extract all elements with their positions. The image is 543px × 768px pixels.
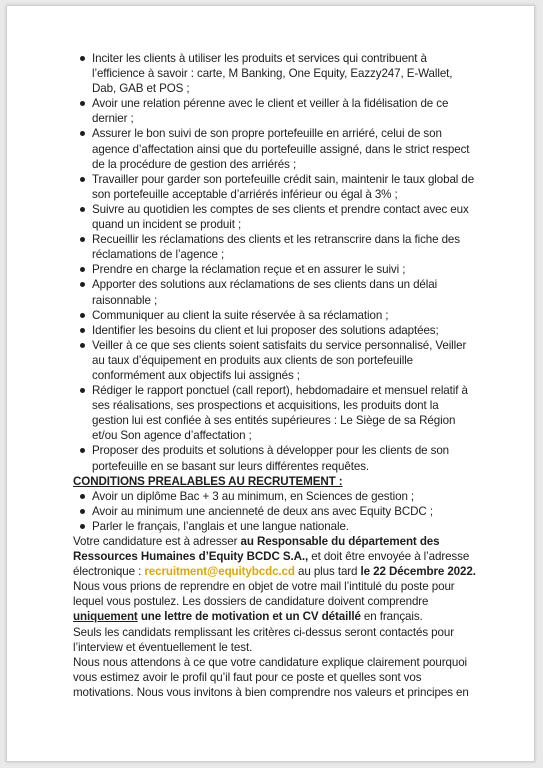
list-item: Identifier les besoins du client et lui proposer des solutions adaptées; [73,323,478,338]
subject-paragraph: Nous vous prions de reprendre en objet de votre mail l’intitulé du poste pour lequel vous postulez. Les dossiers de candidature doivent comprendre uniquement une lettre de motivation et un CV détaillé en français. [73,580,455,624]
list-item: Travailler pour garder son portefeuille crédit sain, maintenir le taux global de son portefeuille acceptable d’arriérés inférieur ou égal à 3% ; [73,172,478,202]
list-item: Parler le français, l’anglais et une langue nationale. [73,519,478,534]
deadline: le 22 Décembre 2022. [360,565,476,579]
list-item: Recueillir les réclamations des clients et les retranscrire dans la fiche des réclamations de l’agence ; [73,232,478,262]
contact-paragraph: Seuls les candidats remplissant les critères ci-dessus seront contactés pour l’interview et éventuellement le test. [73,625,454,654]
list-item: Apporter des solutions aux réclamations de ses clients dans un délai raisonnable ; [73,277,478,307]
uniquement-emphasis: uniquement [73,610,138,624]
list-item: Avoir une relation pérenne avec le client et veiller à la fidélisation de ce dernier ; [73,96,478,126]
responsibilities-list [73,51,478,474]
hr-recipient: au Responsable du département des Ressources Humaines d’Equity BCDC S.A., [73,535,440,564]
list-item: Avoir au minimum une ancienneté de deux ans avec Equity BCDC ; [73,504,478,519]
conditions-heading: CONDITIONS PREALABLES AU RECRUTEMENT : [73,474,343,488]
motivation-paragraph: Nous nous attendons à ce que votre candidature explique clairement pourquoi vous estimez avoir le profil qu’il faut pour ce poste et quelles sont vos motivations. Nous vous invitons à bien comprendre nos valeurs et principes en [73,655,469,699]
document-content [73,51,478,700]
list-item: Rédiger le rapport ponctuel (call report), hebdomadaire et mensuel relatif à ses réalisations, ses prospections et acquisitions, les produits dont la gestion lui est confiée à ses entités supérieures : Le Siège de sa Région et/ou Son agence d’affectation ; [73,383,478,443]
list-item: Inciter les clients à utiliser les produits et services qui contribuent à l’efficience à savoir : carte, M Banking, One Equity, Eazzy247, E-Wallet, Dab, GAB et POS ; [73,51,478,96]
list-item: Communiquer au client la suite réservée à sa réclamation ; [73,308,478,323]
list-item: Veiller à ce que ses clients soient satisfaits du service personnalisé, Veiller au taux d’équipement en produits aux clients de son portefeuille conformément aux objectifs lui assignés ; [73,338,478,383]
list-item: Suivre au quotidien les comptes de ses clients et prendre contact avec eux quand un incident se produit ; [73,202,478,232]
email-link[interactable]: recruitment@equitybcdc.cd [144,565,295,579]
list-item: Assurer le bon suivi de son propre portefeuille en arriéré, celui de son agence d’affectation ainsi que du portefeuille assigné, dans le strict respect de la procédure de gestion des arriérés ; [73,126,478,171]
application-paragraph: Votre candidature est à adresser au Responsable du département des Ressources Humaines d’Equity BCDC S.A., et doit être envoyée à l’adresse électronique : recruitment@equitybcdc.cd au plus tard le 22 Décembre 2022. [73,535,476,579]
list-item: Prendre en charge la réclamation reçue et en assurer le suivi ; [73,262,478,277]
list-item: Avoir un diplôme Bac + 3 au minimum, en Sciences de gestion ; [73,489,478,504]
list-item: Proposer des produits et solutions à développer pour les clients de son portefeuille en se basant sur leurs différentes requêtes. [73,443,478,473]
conditions-list [73,489,478,534]
document-page [6,5,535,762]
